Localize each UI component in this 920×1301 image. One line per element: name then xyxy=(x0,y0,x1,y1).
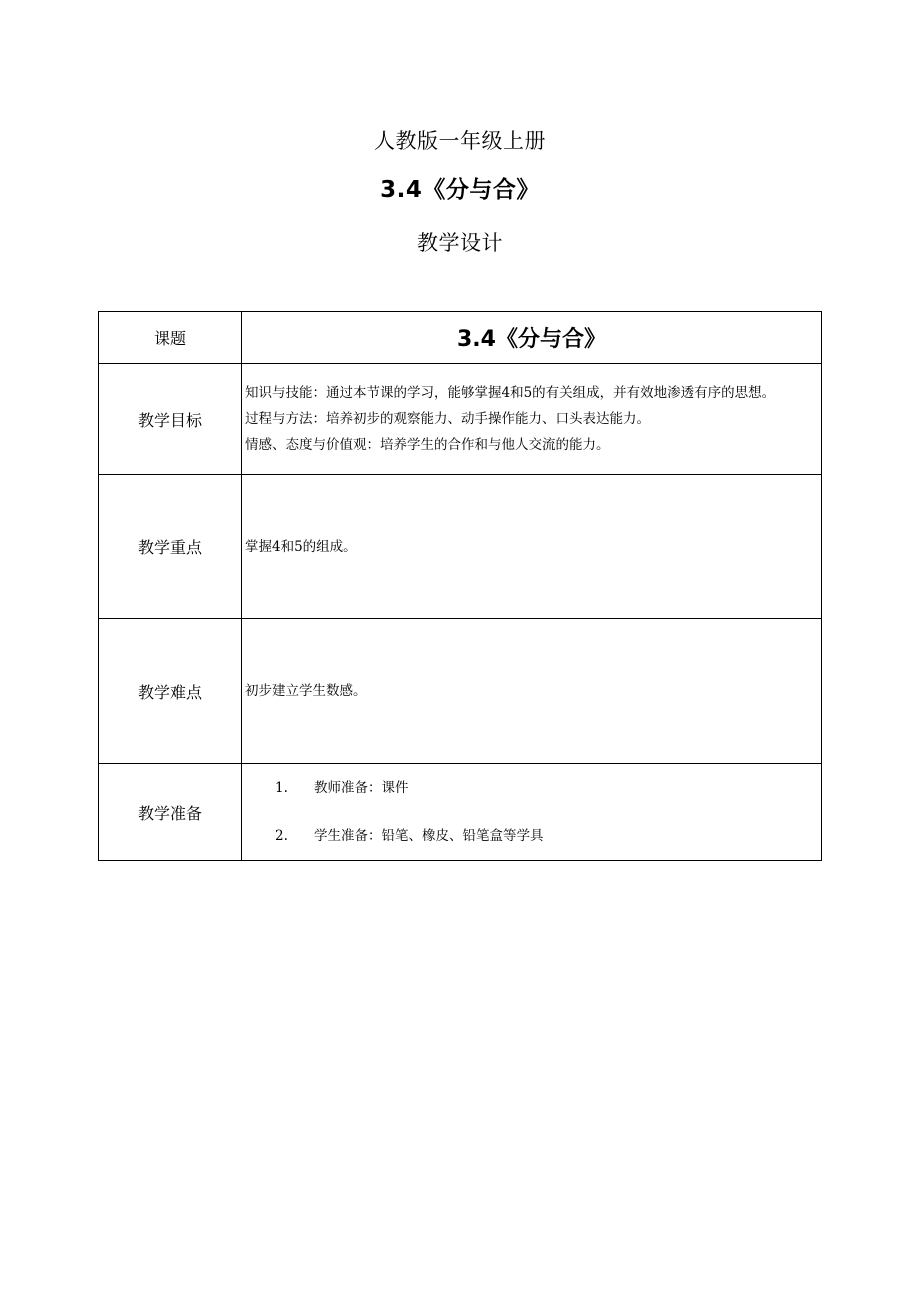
row-goals xyxy=(99,364,822,475)
list-item xyxy=(245,776,817,800)
goal-process: 过程与方法：培养初步的观察能力、动手操作能力、口头表达能力。 xyxy=(245,411,650,427)
document-title-type: 教学设计 xyxy=(417,231,503,255)
preparation-list xyxy=(245,776,817,848)
value-preparation xyxy=(242,764,822,861)
label-key-points: 教学重点 xyxy=(99,475,242,619)
row-preparation xyxy=(99,764,822,861)
goal-emotion: 情感、态度与价值观：培养学生的合作和与他人交流的能力。 xyxy=(245,437,610,453)
document-title-textbook: 人教版一年级上册 xyxy=(374,129,546,153)
goal-knowledge: 知识与技能：通过本节课的学习，能够掌握4和5的有关组成，并有效地渗透有序的思想。 xyxy=(245,385,776,401)
list-item-number: 2. xyxy=(275,828,288,844)
list-item-text: 教师准备：课件 xyxy=(314,780,409,796)
row-key-points xyxy=(99,475,822,619)
list-item-number: 1. xyxy=(275,780,288,796)
value-subject: 3.4《分与合》 xyxy=(242,312,822,364)
value-goals xyxy=(242,364,822,475)
row-subject xyxy=(99,312,822,364)
label-goals: 教学目标 xyxy=(99,364,242,475)
lesson-plan-table xyxy=(98,311,822,861)
value-key-points: 掌握4和5的组成。 xyxy=(242,475,822,619)
label-preparation: 教学准备 xyxy=(99,764,242,861)
list-item-text: 学生准备：铅笔、橡皮、铅笔盒等学具 xyxy=(314,828,544,844)
label-subject: 课题 xyxy=(99,312,242,364)
document-title-lesson: 3.4《分与合》 xyxy=(380,177,540,203)
value-difficulties: 初步建立学生数感。 xyxy=(242,619,822,764)
label-difficulties: 教学难点 xyxy=(99,619,242,764)
list-item xyxy=(245,824,817,848)
row-difficulties xyxy=(99,619,822,764)
